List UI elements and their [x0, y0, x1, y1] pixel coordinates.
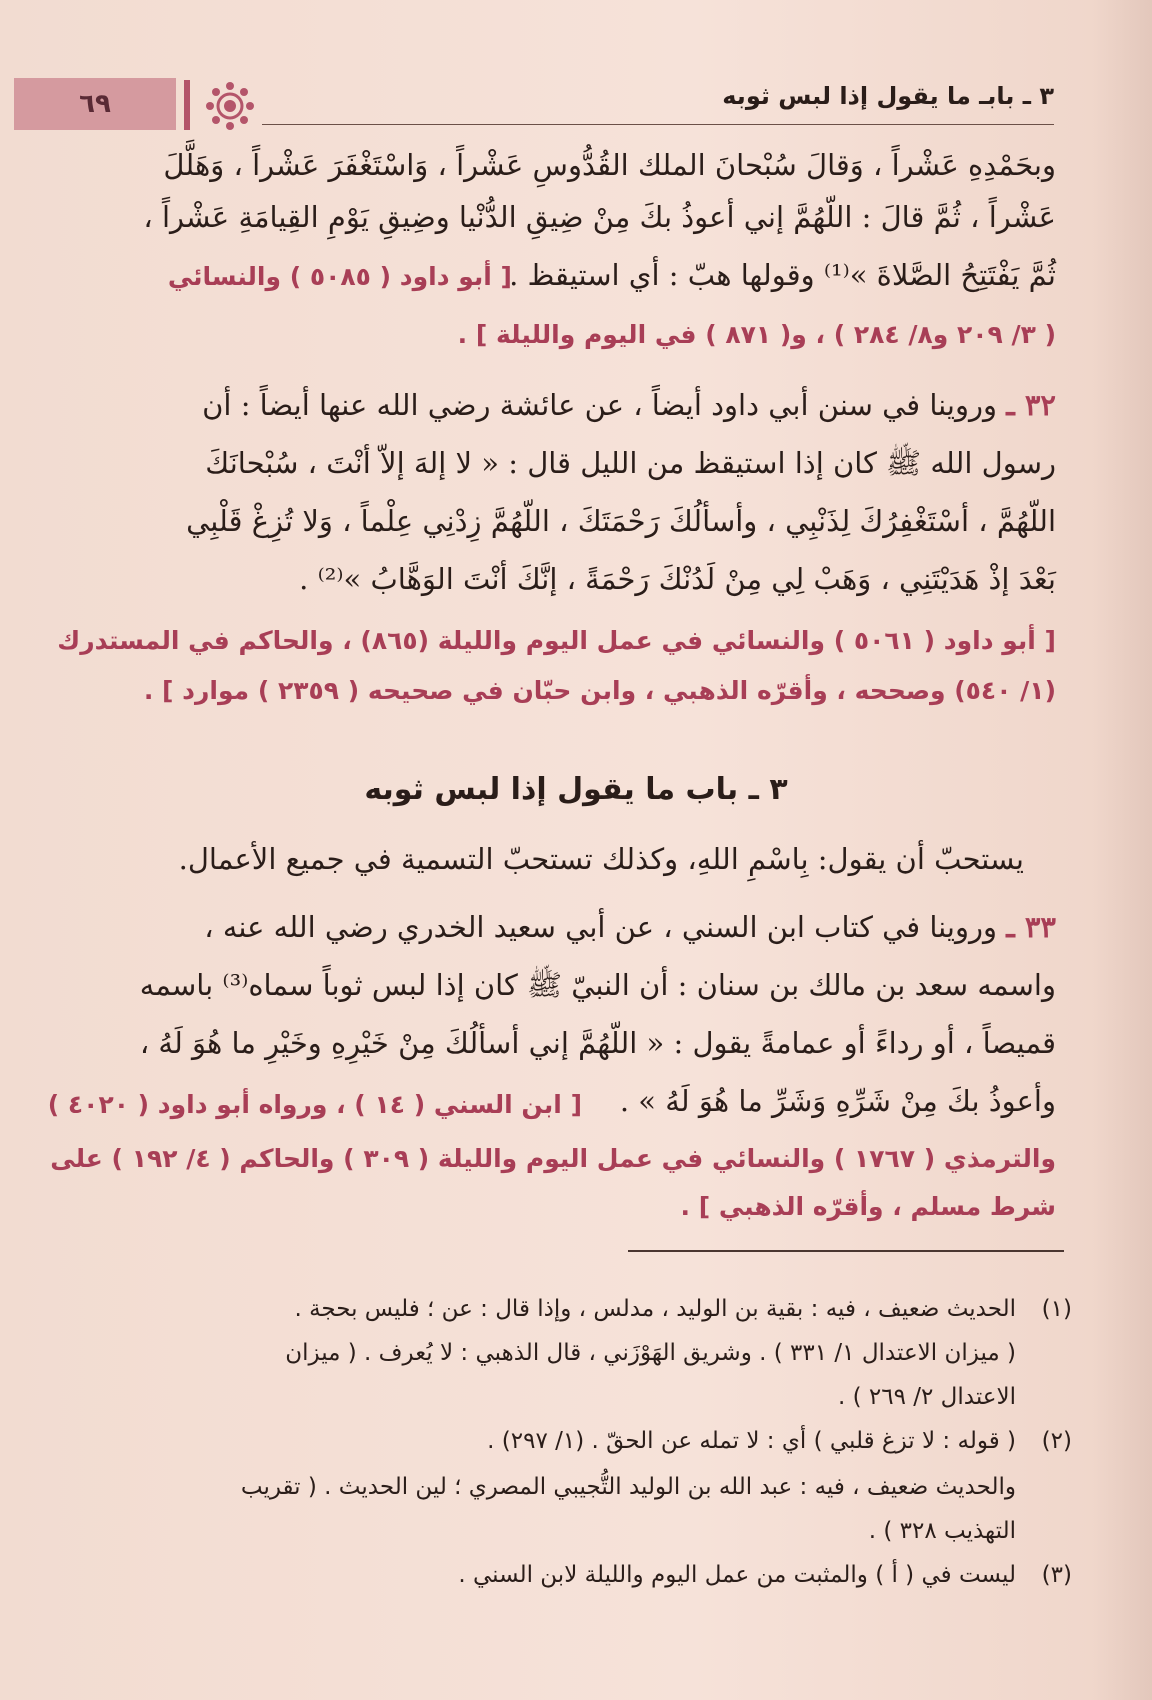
paragraph-32-line-1 [110, 388, 1056, 422]
rosette-ornament-icon [202, 80, 258, 132]
citation-line-2: ( ٣/ ٢٠٩ و٨/ ٢٨٤ ) ، و( ٨٧١ ) في اليوم والليلة ] . [457, 320, 1056, 349]
hadith-number-33: ٣٣ ـ [1006, 910, 1056, 944]
header-rule [262, 124, 1054, 125]
running-title: ٣ ـ بابـ ما يقول إذا لبس ثوبه [722, 82, 1054, 110]
page-header [14, 78, 1054, 134]
citation-line-4: (١/ ٥٤٠) وصححه ، وأقرّه الذهبي ، وابن حبّان في صحيحه ( ٢٣٥٩ ) موارد ] . [143, 676, 1056, 705]
footnote-2-line-3: التهذيب ٣٢٨ ) . [868, 1518, 1016, 1544]
body-line-3: ثُمَّ يَفْتَتِحُ الصَّلاةَ »⁽¹⁾ وقولها هبّ : أي استيقظ . [509, 258, 1056, 292]
footnote-3-number: (٣) [1041, 1562, 1072, 1588]
paragraph-32-line-4: بَعْدَ إذْ هَدَيْتَنِي ، وَهَبْ لِي مِنْ لَدُنْكَ رَحْمَةً ، إنَّكَ أنْتَ الوَهَّابُ »⁽²⁾ . [299, 562, 1056, 596]
header-divider-bar [184, 80, 190, 130]
citation-line-3: [ أبو داود ( ٥٠٦١ ) والنسائي في عمل اليوم والليلة (٨٦٥) ، والحاكم في المستدرك [57, 626, 1056, 655]
footnote-1-line-3: الاعتدال ٢/ ٢٦٩ ) . [837, 1384, 1016, 1410]
chapter-heading: ٣ ـ باب ما يقول إذا لبس ثوبه [364, 772, 788, 807]
paragraph-33-text-1: وروينا في كتاب ابن السني ، عن أبي سعيد الخدري رضي الله عنه ، [204, 910, 998, 944]
footnote-2-line-2: والحديث ضعيف ، فيه : عبد الله بن الوليد التُّجيبي المصري ؛ لين الحديث . ( تقريب [240, 1474, 1016, 1500]
paragraph-33-line-3: قميصاً ، أو رداءً أو عمامةً يقول : « اللّهُمَّ إني أسألُكَ مِنْ خَيْرِهِ وخَيْرِ ما هُوَ لَهُ ، [139, 1026, 1056, 1060]
paragraph-33-line-4: وأعوذُ بكَ مِنْ شَرِّهِ وَشَرِّ ما هُوَ لَهُ » . [619, 1084, 1056, 1118]
hadith-number-32: ٣٢ ـ [1006, 388, 1056, 422]
body-line-2: عَشْراً ، ثُمَّ قالَ : اللّهُمَّ إني أعوذُ بكَ مِنْ ضِيقِ الدُّنْيا وضِيقِ يَوْمِ القِيامَةِ عَشْراً ، [143, 200, 1056, 234]
paragraph-32-line-2: رسول الله ﷺ كان إذا استيقظ من الليل قال : « لا إلهَ إلاّ أنْتَ ، سُبْحانَكَ [205, 446, 1056, 480]
paragraph-32-line-3: اللّهُمَّ ، أسْتَغْفِرُكَ لِذَنْبِي ، وأسألُكَ رَحْمَتَكَ ، اللّهُمَّ زِدْنِي عِلْماً ، وَلا تُزِغْ قَلْبِي [186, 504, 1056, 538]
footnote-2-line-1: ( قوله : لا تزغ قلبي ) أي : لا تمله عن الحقّ . (١/ ٢٩٧) . [487, 1428, 1016, 1454]
citation-line-6: والترمذي ( ١٧٦٧ ) والنسائي في عمل اليوم والليلة ( ٣٠٩ ) والحاكم ( ٤/ ١٩٢ ) على [50, 1144, 1056, 1173]
footnote-1-line-1: الحديث ضعيف ، فيه : بقية بن الوليد ، مدلس ، وإذا قال : عن ؛ فليس بحجة . [294, 1296, 1016, 1322]
page-edge-shadow [1092, 0, 1152, 1700]
citation-line-1: [ أبو داود ( ٥٠٨٥ ) والنسائي [167, 262, 512, 291]
footnote-3-line-1: ليست في ( أ ) والمثبت من عمل اليوم والليلة لابن السني . [458, 1562, 1016, 1588]
body-line-1: وبحَمْدِهِ عَشْراً ، وَقالَ سُبْحانَ الملك القُدُّوسِ عَشْراً ، وَاسْتَغْفَرَ عَشْراً ، وَهَلَّلَ [163, 148, 1056, 182]
citation-line-7: شرط مسلم ، وأقرّه الذهبي ] . [680, 1192, 1056, 1221]
paragraph-33-line-1 [110, 910, 1056, 944]
paragraph-32-text-1: وروينا في سنن أبي داود أيضاً ، عن عائشة رضي الله عنها أيضاً : أن [202, 388, 998, 422]
citation-line-5: [ ابن السني ( ١٤ ) ، ورواه أبو داود ( ٤٠٢٠ ) [47, 1090, 582, 1119]
footnote-1-line-2: ( ميزان الاعتدال ١/ ٣٣١ ) . وشريق الهَوْزَني ، قال الذهبي : لا يُعرف . ( ميزان [285, 1340, 1016, 1366]
footnote-2-number: (٢) [1041, 1428, 1072, 1454]
footnote-1-number: (١) [1041, 1296, 1072, 1322]
paragraph-33-line-2: واسمه سعد بن مالك بن سنان : أن النبيّ ﷺ كان إذا لبس ثوباً سماه⁽³⁾ باسمه [139, 968, 1056, 1002]
footnote-separator [628, 1250, 1064, 1252]
chapter-intro-line: يستحبّ أن يقول: بِاسْمِ اللهِ، وكذلك تستحبّ التسمية في جميع الأعمال. [178, 842, 1024, 876]
page-number: ٦٩ [14, 78, 176, 130]
